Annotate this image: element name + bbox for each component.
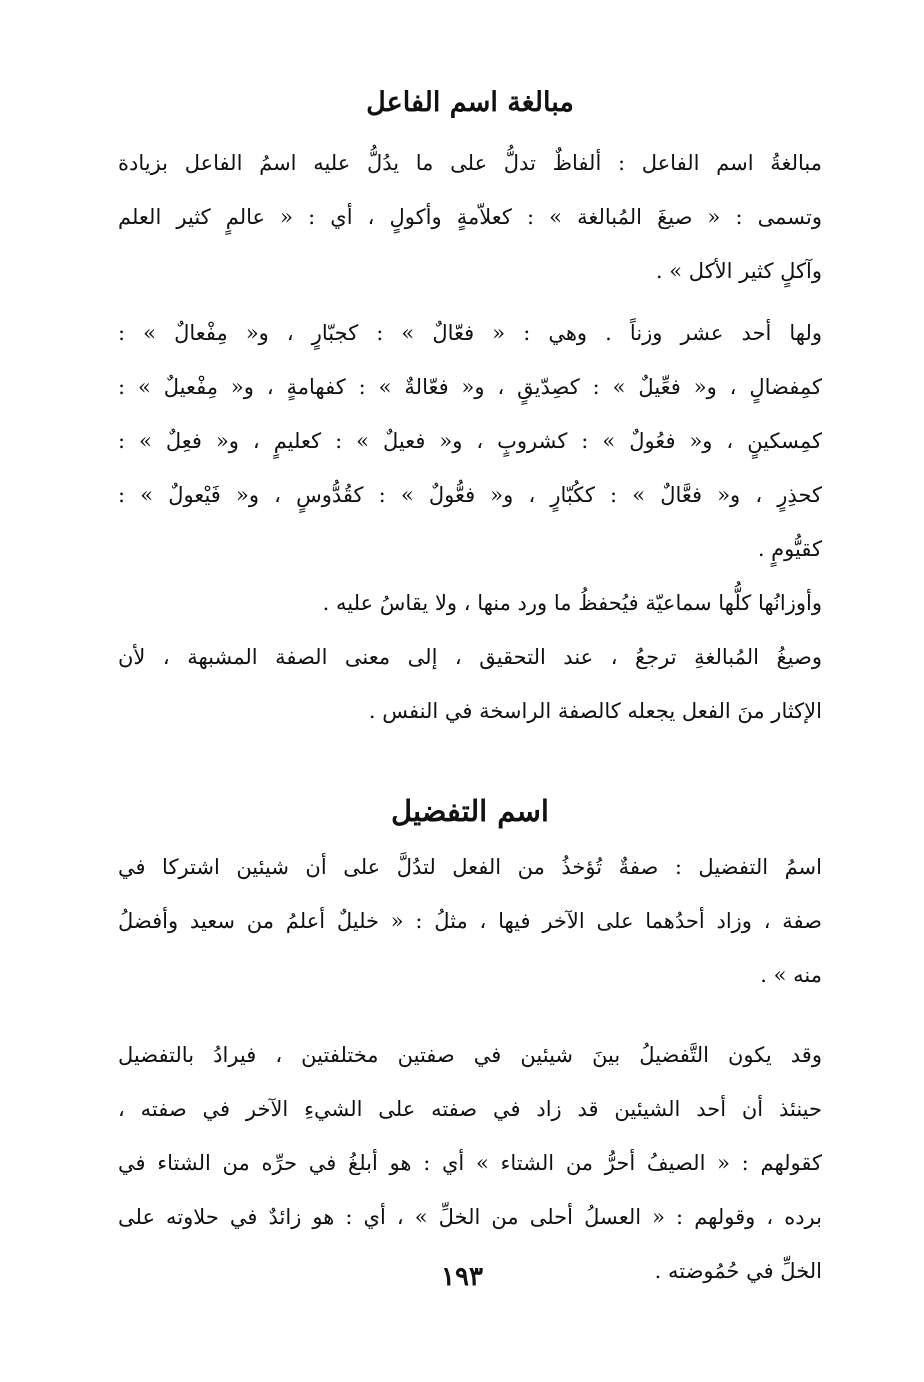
text-line: وأوزانُها كلُّها سماعيّة فيُحفظُ ما ورد منها ، ولا يقاسُ عليه . — [322, 591, 822, 615]
text-line: برده ، وقولهم : « العسلُ أحلى من الخلِّ » ، أي : هو زائدٌ في حلاوته على — [118, 1205, 822, 1229]
text-line: مبالغةُ اسم الفاعل : ألفاظٌ تدلُّ على ما يدُلُّ عليه اسمُ الفاعل بزيادة — [118, 151, 822, 175]
text-line: حينئذ أن أحد الشيئين قد زاد في صفته على الشيءِ الآخر في صفته ، — [118, 1097, 822, 1121]
text-line: وقد يكون التَّفضيلُ بينَ شيئين في صفتين مختلفتين ، فيرادُ بالتفضيل — [118, 1043, 822, 1067]
text-line: كقولهم : « الصيفُ أحرُّ من الشتاء » أي : هو أبلغُ في حرِّه من الشتاء في — [118, 1151, 822, 1175]
text-line: وآكلٍ كثير الأكل » . — [655, 259, 822, 283]
section-title-exaggeration: مبالغة اسم الفاعل — [366, 87, 574, 118]
text-line: وصيغُ المُبالغةِ ترجعُ ، عند التحقيق ، إلى معنى الصفة المشبهة ، لأن — [118, 645, 822, 669]
paragraph-return — [118, 630, 822, 738]
page-content — [118, 70, 822, 1298]
text-line: اسمُ التفضيل : صفةٌ تُؤخذُ من الفعل لتدُلَّ على أن شيئين اشتركا في — [118, 855, 822, 879]
text-line: ولها أحد عشر وزناً . وهي : « فعّالٌ » : كجبّارٍ ، و« مِفْعالٌ » : — [118, 321, 822, 345]
paragraph-comparative-two-qualities — [118, 1028, 822, 1298]
text-line: كمِسكينٍ ، و« فعُولٌ » : كشروبٍ ، و« فعيلٌ » : كعليمٍ ، و« فعِلٌ » : — [118, 429, 822, 453]
paragraph-definition — [118, 136, 822, 298]
paragraph-comparative-definition — [118, 840, 822, 1002]
text-line: صفة ، وزاد أحدُهما على الآخر فيها ، مثلُ : « خليلٌ أعلمُ من سعيد وأفضلُ — [118, 909, 822, 933]
section-title-comparative: اسم التفضيل — [391, 794, 549, 828]
text-line: وتسمى : « صيغَ المُبالغة » : كعلاّمةٍ وأكولٍ ، أي : « عالمٍ كثير العلم — [118, 205, 822, 229]
text-line: الخلِّ في حُمُوضته . — [654, 1259, 822, 1283]
paragraph-patterns — [118, 306, 822, 576]
page-number: ١٩٣ — [441, 1262, 483, 1292]
text-line: كحذِرٍ ، و« فعَّالٌ » : ككُبّارٍ ، و« فعُّولٌ » : كقُدُّوسٍ ، و« فَيْعولٌ » : — [118, 483, 822, 507]
paragraph-hearsay — [118, 576, 822, 630]
text-line: الإكثار منَ الفعل يجعله كالصفة الراسخة في النفس . — [368, 699, 822, 723]
text-line: منه » . — [760, 963, 822, 987]
text-line: كقيُّومٍ . — [757, 537, 822, 561]
text-line: كمِفضالٍ ، و« فعِّيلٌ » : كصِدّيقٍ ، و« فعّالةٌ » : كفهامةٍ ، و« مِفْعيلٌ » : — [118, 375, 822, 399]
